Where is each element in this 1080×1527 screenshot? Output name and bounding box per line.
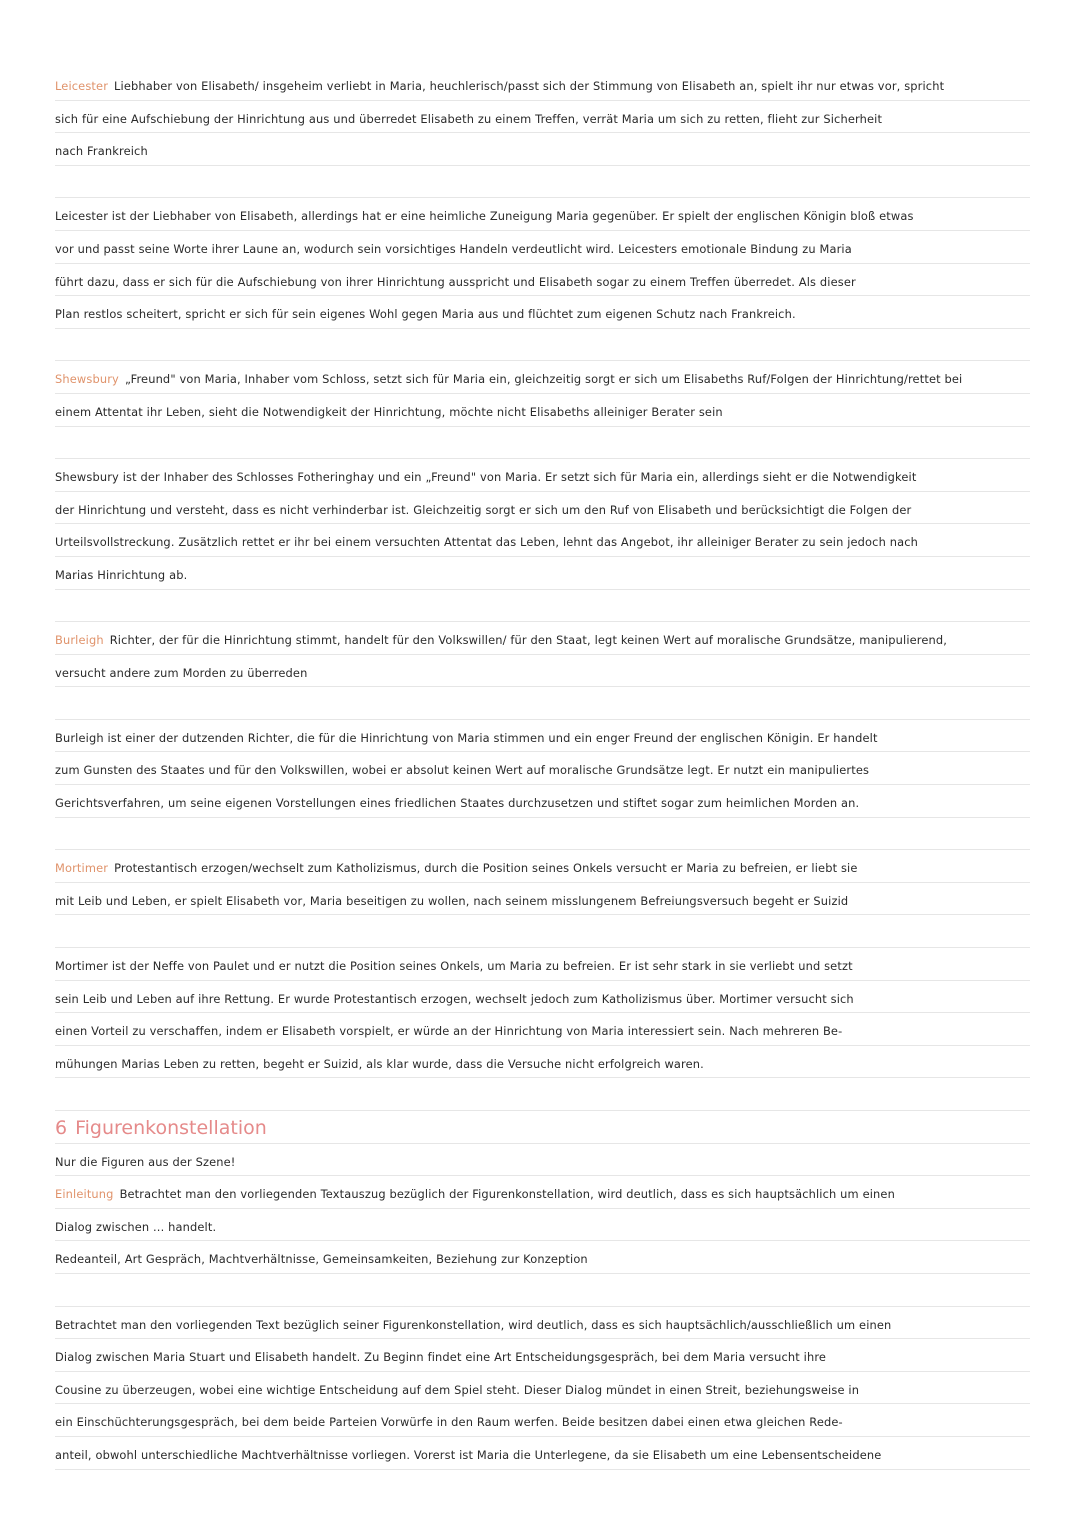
shewsbury-notes-line-1: Shewsbury „Freund" von Maria, Inhaber vom Schloss, setzt sich für Maria ein, gleichzeitig sorgt er sich um Elisabeths Ruf/Folgen der Hinrichtung/rettet bei (55, 361, 1030, 394)
mortimer-label: Mortimer (55, 861, 109, 876)
leicester-text-line-1: Leicester ist der Liebhaber von Elisabeth, allerdings hat er eine heimliche Zuneigung Maria gegenüber. Er spielt der englischen Königin bloß etwas (55, 198, 1030, 231)
analysis-line-1: Betrachtet man den vorliegenden Text bezüglich seiner Figurenkonstellation, wird deutlich, dass es sich hauptsächlich/ausschließlich um einen (55, 1307, 1030, 1340)
analysis-line-2: Dialog zwischen Maria Stuart und Elisabeth handelt. Zu Beginn findet eine Art Entscheidungsgespräch, bei dem Maria versucht ihre (55, 1339, 1030, 1372)
intro-line-2: Dialog zwischen ... handelt. (55, 1209, 1030, 1242)
mortimer-text-line-3: einen Vorteil zu verschaffen, indem er Elisabeth vorspielt, er würde an der Hinrichtung von Maria interessiert sein. Nach mehreren Be- (55, 1013, 1030, 1046)
section-heading (55, 1111, 1030, 1144)
burleigh-notes-line-2: versucht andere zum Morden zu überreden (55, 655, 1030, 688)
blank-line (55, 1078, 1030, 1111)
leicester-text-line-3: führt dazu, dass er sich für die Aufschiebung von ihrer Hinrichtung ausspricht und Elisabeth sogar zu einem Treffen überredet. Als dieser (55, 264, 1030, 297)
blank-line (55, 915, 1030, 948)
shewsbury-text-line-2: der Hinrichtung und versteht, dass es nicht verhinderbar ist. Gleichzeitig sorgt er sich um den Ruf von Elisabeth und berücksichtigt die Folgen der (55, 492, 1030, 525)
leicester-text-line-4: Plan restlos scheitert, spricht er sich für sein eigenes Wohl gegen Maria aus und flüchtet zum eigenen Schutz nach Frankreich. (55, 296, 1030, 329)
burleigh-notes-line-1: Burleigh Richter, der für die Hinrichtung stimmt, handelt für den Volkswillen/ für den Staat, legt keinen Wert auf moralische Grundsätze, manipulierend, (55, 622, 1030, 655)
mortimer-text-line-2: sein Leib und Leben auf ihre Rettung. Er wurde Protestantisch erzogen, wechselt jedoch zum Katholizismus über. Mortimer versucht sich (55, 981, 1030, 1014)
intro-line-1: Einleitung Betrachtet man den vorliegenden Textauszug bezüglich der Figurenkonstellation, wird deutlich, dass es sich hauptsächlich um einen (55, 1176, 1030, 1209)
burleigh-text-line-2: zum Gunsten des Staates und für den Volkswillen, wobei er absolut keinen Wert auf moralische Grundsätze legt. Er nutzt ein manipuliertes (55, 752, 1030, 785)
blank-line (55, 166, 1030, 199)
blank-line (55, 329, 1030, 362)
leicester-notes-line-2: sich für eine Aufschiebung der Hinrichtung aus und überredet Elisabeth zu einem Treffen, verrät Maria um sich zu retten, flieht zur Sicherheit (55, 101, 1030, 134)
shewsbury-text-line-4: Marias Hinrichtung ab. (55, 557, 1030, 590)
notebook-page (55, 68, 1030, 1470)
analysis-line-3: Cousine zu überzeugen, wobei eine wichtige Entscheidung auf dem Spiel steht. Dieser Dialog mündet in einen Streit, beziehungsweise in (55, 1372, 1030, 1405)
mortimer-notes-line-1: Mortimer Protestantisch erzogen/wechselt zum Katholizismus, durch die Position seines Onkels versucht er Maria zu befreien, er liebt sie (55, 850, 1030, 883)
shewsbury-notes-line-2: einem Attentat ihr Leben, sieht die Notwendigkeit der Hinrichtung, möchte nicht Elisabeths alleiniger Berater sein (55, 394, 1030, 427)
analysis-line-5: anteil, obwohl unterschiedliche Machtverhältnisse vorliegen. Vorerst ist Maria die Unterlegene, da sie Elisabeth um eine Lebensentscheidene (55, 1437, 1030, 1470)
leicester-label: Leicester (55, 79, 109, 93)
mortimer-notes-line-2: mit Leib und Leben, er spielt Elisabeth vor, Maria beseitigen zu wollen, nach seinem misslungenem Befreiungsversuch begeht er Suizid (55, 883, 1030, 916)
blank-line (55, 818, 1030, 851)
section-note: Nur die Figuren aus der Szene! (55, 1144, 1030, 1177)
shewsbury-text-line-3: Urteilsvollstreckung. Zusätzlich rettet er ihr bei einem versuchten Attentat das Leben, lehnt das Angebot, ihr alleiniger Berater zu sein jedoch nach (55, 524, 1030, 557)
mortimer-text-line-4: mühungen Marias Leben zu retten, begeht er Suizid, als klar wurde, dass die Versuche nicht erfolgreich waren. (55, 1046, 1030, 1079)
leicester-notes-line-1: Leicester Liebhaber von Elisabeth/ insgeheim verliebt in Maria, heuchlerisch/passt sich der Stimmung von Elisabeth an, spielt ihr nur etwas vor, spricht (55, 68, 1030, 101)
blank-line (55, 1274, 1030, 1307)
intro-label: Einleitung (55, 1187, 114, 1202)
mortimer-text-line-1: Mortimer ist der Neffe von Paulet und er nutzt die Position seines Onkels, um Maria zu befreien. Er ist sehr stark in sie verliebt und setzt (55, 948, 1030, 981)
section-title: Figurenkonstellation (75, 1117, 267, 1139)
aspects-line: Redeanteil, Art Gespräch, Machtverhältnisse, Gemeinsamkeiten, Beziehung zur Konzeption (55, 1241, 1030, 1274)
blank-line (55, 687, 1030, 720)
leicester-notes-line-3: nach Frankreich (55, 133, 1030, 166)
shewsbury-label: Shewsbury (55, 372, 119, 387)
leicester-text-line-2: vor und passt seine Worte ihrer Laune an, wodurch sein vorsichtiges Handeln verdeutlicht wird. Leicesters emotionale Bindung zu Maria (55, 231, 1030, 264)
shewsbury-text-line-1: Shewsbury ist der Inhaber des Schlosses Fotheringhay und ein „Freund" von Maria. Er setzt sich für Maria ein, allerdings sieht er die Notwendigkeit (55, 459, 1030, 492)
analysis-line-4: ein Einschüchterungsgespräch, bei dem beide Parteien Vorwürfe in den Raum werfen. Beide besitzen dabei einen etwa gleichen Rede- (55, 1404, 1030, 1437)
burleigh-text-line-3: Gerichtsverfahren, um seine eigenen Vorstellungen eines friedlichen Staates durchzusetzen und stiftet sogar zum heimlichen Morden an. (55, 785, 1030, 818)
burleigh-text-line-1: Burleigh ist einer der dutzenden Richter, die für die Hinrichtung von Maria stimmen und ein enger Freund der englischen Königin. Er handelt (55, 720, 1030, 753)
blank-line (55, 427, 1030, 460)
burleigh-label: Burleigh (55, 633, 104, 648)
section-number: 6 (55, 1117, 68, 1139)
blank-line (55, 590, 1030, 623)
